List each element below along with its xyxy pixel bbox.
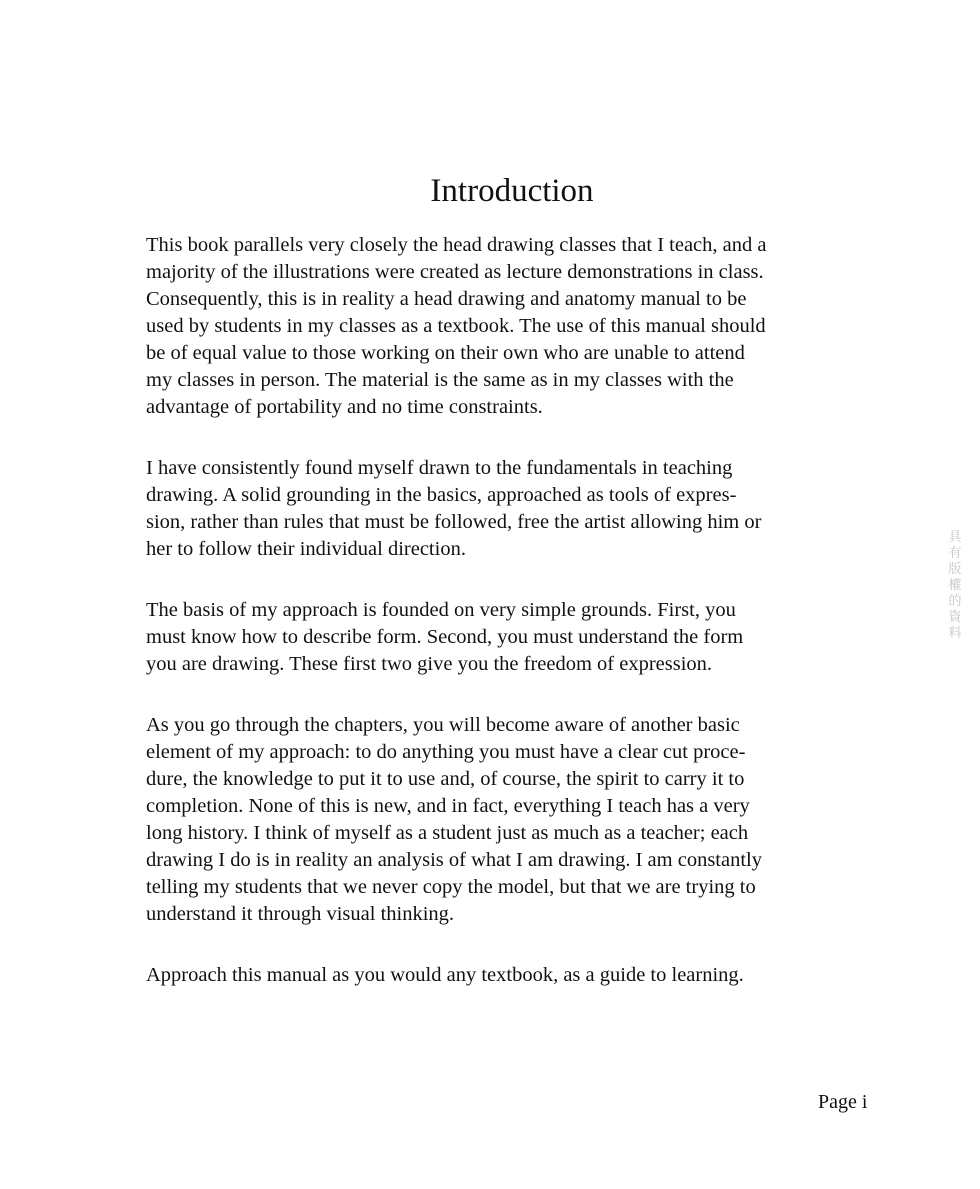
paragraph-line: Consequently, this is in reality a head drawing and anatomy manual to be: [146, 288, 747, 310]
paragraph-line: dure, the knowledge to put it to use and, of course, the spirit to carry it to: [146, 768, 745, 790]
paragraph-line: completion. None of this is new, and in fact, everything I teach has a very: [146, 795, 750, 817]
paragraph-line: understand it through visual thinking.: [146, 903, 455, 925]
watermark-char: 料: [948, 626, 962, 641]
paragraph-2: [146, 455, 866, 563]
paragraph-line: sion, rather than rules that must be followed, free the artist allowing him or: [146, 511, 762, 533]
watermark-char: 的: [948, 594, 962, 609]
paragraph-line: you are drawing. These first two give you the freedom of expression.: [146, 653, 713, 675]
watermark-char: 具: [948, 530, 962, 545]
paragraph-1: [146, 232, 866, 421]
watermark-char: 版: [948, 562, 962, 577]
watermark-char: 有: [948, 546, 962, 561]
paragraph-line: be of equal value to those working on their own who are unable to attend: [146, 342, 745, 364]
watermark-char: 權: [948, 578, 962, 593]
paragraph-line: element of my approach: to do anything you must have a clear cut proce-: [146, 741, 746, 763]
paragraph-line: majority of the illustrations were created as lecture demonstrations in class.: [146, 261, 764, 283]
paragraph-4: [146, 712, 866, 928]
page-title: Introduction: [430, 173, 594, 209]
paragraph-line: drawing. A solid grounding in the basics, approached as tools of expres-: [146, 484, 737, 506]
paragraph-line: Approach this manual as you would any textbook, as a guide to learning.: [146, 964, 744, 986]
paragraph-line: The basis of my approach is founded on very simple grounds. First, you: [146, 599, 736, 621]
paragraph-5: [146, 962, 866, 989]
paragraph-line: This book parallels very closely the head drawing classes that I teach, and a: [146, 234, 767, 256]
paragraph-line: her to follow their individual direction.: [146, 538, 466, 560]
paragraph-line: I have consistently found myself drawn to the fundamentals in teaching: [146, 457, 733, 479]
side-watermark: [944, 530, 966, 642]
page-number: Page i: [818, 1091, 868, 1113]
paragraph-3: [146, 597, 866, 678]
paragraph-line: advantage of portability and no time constraints.: [146, 396, 543, 418]
paragraph-line: telling my students that we never copy the model, but that we are trying to: [146, 876, 756, 898]
paragraph-line: long history. I think of myself as a student just as much as a teacher; each: [146, 822, 749, 844]
paragraph-line: my classes in person. The material is the same as in my classes with the: [146, 369, 734, 391]
paragraph-line: must know how to describe form. Second, you must understand the form: [146, 626, 744, 648]
paragraph-line: used by students in my classes as a textbook. The use of this manual should: [146, 315, 766, 337]
paragraph-line: drawing I do is in reality an analysis of what I am drawing. I am constantly: [146, 849, 762, 871]
paragraph-line: As you go through the chapters, you will become aware of another basic: [146, 714, 740, 736]
watermark-char: 資: [948, 610, 962, 625]
